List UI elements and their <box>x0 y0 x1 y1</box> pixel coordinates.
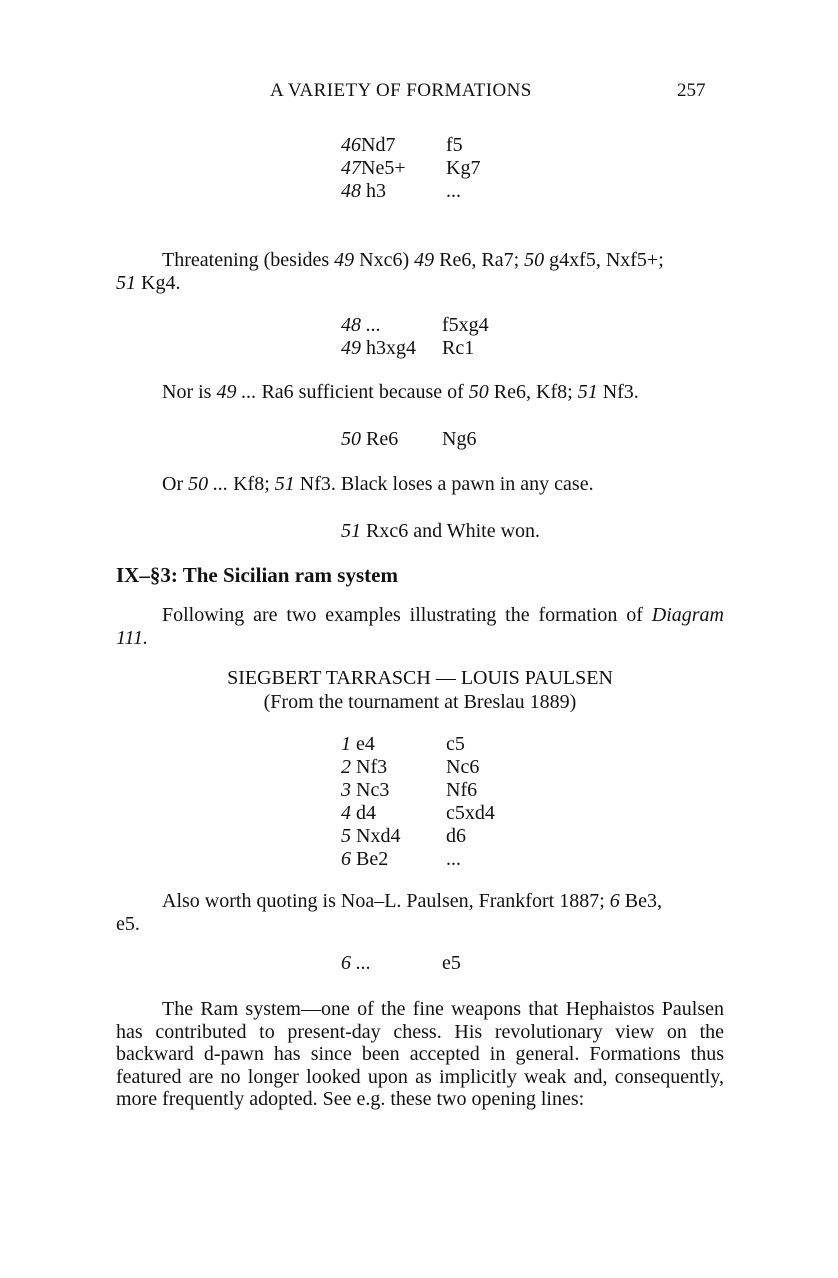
move-row <box>341 134 480 157</box>
text: g4xf5, Nxf5+; <box>544 249 664 271</box>
move-50 <box>341 428 476 451</box>
text: Kf8; <box>228 473 275 495</box>
text: The Ram system—one of the fine weapons that Hephaistos Paulsen has contributed to present-day chess. His revolutionary view on the backward d-pawn has since been accepted in general. Formations thus featured are no longer looked upon as implicitly weak and, consequently, more frequently adopted. See e.g. these two opening lines: <box>116 998 724 1110</box>
black-move: ... <box>446 180 461 202</box>
black-move: d6 <box>446 825 466 847</box>
move-row <box>341 756 495 779</box>
paragraph-nor-is <box>162 381 639 404</box>
move-row <box>341 779 495 802</box>
move-number: 48 <box>341 180 361 202</box>
text: Nf3. <box>597 381 639 403</box>
move-number: 50 <box>468 381 489 403</box>
white-move: d4 <box>356 802 376 824</box>
paragraph-following <box>116 604 724 650</box>
black-move: ... <box>446 848 461 870</box>
paragraph-also-worth-cont <box>116 913 140 936</box>
black-move: Nc6 <box>446 756 480 778</box>
white-move: h3xg4 <box>366 337 416 359</box>
move-number: 6 <box>341 848 351 870</box>
text: Following are two examples illustrating the formation of <box>162 604 652 626</box>
move-number: 50 <box>341 428 361 450</box>
move-number: 4 <box>341 802 351 824</box>
move-number: 2 <box>341 756 351 778</box>
move-number: 5 <box>341 825 351 847</box>
text: Ra6 sufficient because of <box>256 381 469 403</box>
paragraph-or-50 <box>162 473 594 496</box>
white-move: Nxd4 <box>356 825 401 847</box>
move-number: 1 <box>341 733 351 755</box>
text: Re6, Ra7; <box>434 249 525 271</box>
black-move: Kg7 <box>446 157 481 179</box>
text: Nxc6) <box>354 249 415 271</box>
black-move: Nf6 <box>446 779 478 801</box>
black-move: Rc1 <box>442 337 475 359</box>
move-row <box>341 825 495 848</box>
white-move: Nd7 <box>361 134 396 156</box>
paragraph-threatening-cont <box>116 272 180 295</box>
move-number: 48 <box>341 314 361 336</box>
black-move: f5xg4 <box>442 314 489 336</box>
white-move: Be2 <box>356 848 389 870</box>
move-number: 6 ... <box>341 952 371 974</box>
diagram-reference: Diagram 111. <box>116 604 724 649</box>
move-row <box>341 337 489 360</box>
text: Or <box>162 473 189 495</box>
game-event: (From the tournament at Breslau 1889) <box>263 691 577 713</box>
paragraph-also-worth <box>162 890 662 913</box>
move-row <box>341 802 495 825</box>
black-move: c5xd4 <box>446 802 495 824</box>
white-move: Nf3 <box>356 756 388 778</box>
move-number: 46 <box>341 134 361 156</box>
move-6-black <box>341 952 461 975</box>
move-text: Rxc6 and White won. <box>366 520 541 542</box>
black-move: Ng6 <box>442 428 477 450</box>
white-move: h3 <box>366 180 386 202</box>
paragraph-ram-system <box>116 998 724 1111</box>
text: Nor is <box>162 381 217 403</box>
move-number: 50 <box>524 249 545 271</box>
move-number: 50 ... <box>188 473 229 495</box>
move-number: 49 <box>414 249 435 271</box>
text: Kg4. <box>136 272 181 294</box>
move-row <box>341 180 480 203</box>
white-move: Re6 <box>366 428 399 450</box>
game-players: SIEGBERT TARRASCH — LOUIS PAULSEN <box>227 667 613 689</box>
move-number: 51 <box>274 473 295 495</box>
white-move: e4 <box>356 733 375 755</box>
game-header <box>116 666 724 714</box>
move-number: 47 <box>341 157 361 179</box>
move-row <box>341 733 495 756</box>
move-block-1 <box>341 134 480 203</box>
move-number: 49 <box>341 337 361 359</box>
move-number: 3 <box>341 779 351 801</box>
section-heading: IX–§3: The Sicilian ram system <box>116 563 398 587</box>
running-head <box>0 80 838 106</box>
running-title: A VARIETY OF FORMATIONS <box>270 80 532 101</box>
white-move: Ne5+ <box>361 157 406 179</box>
move-51 <box>341 520 540 543</box>
text: Nf3. Black loses a pawn in any case. <box>294 473 594 495</box>
move-row <box>341 157 480 180</box>
text: Re6, Kf8; <box>488 381 578 403</box>
white-move: Nc3 <box>356 779 390 801</box>
move-number: 51 <box>116 272 136 294</box>
text: Be3, <box>619 890 662 912</box>
move-row <box>341 314 489 337</box>
white-move: ... <box>366 314 381 336</box>
page-number: 257 <box>677 80 706 101</box>
move-number: 6 <box>609 890 620 912</box>
move-row <box>341 848 495 871</box>
black-move: c5 <box>446 733 465 755</box>
move-block-3 <box>341 733 495 871</box>
move-number: 49 ... <box>216 381 257 403</box>
move-block-2 <box>341 314 489 360</box>
move-number: 49 <box>334 249 355 271</box>
text: Also worth quoting is Noa–L. Paulsen, Frankfort 1887; <box>162 890 610 912</box>
black-move: f5 <box>446 134 463 156</box>
text: e5. <box>116 913 140 935</box>
move-number: 51 <box>341 520 361 542</box>
paragraph-threatening <box>162 249 664 272</box>
black-move: e5 <box>442 952 461 974</box>
text: Threatening (besides <box>162 249 335 271</box>
move-number: 51 <box>577 381 598 403</box>
